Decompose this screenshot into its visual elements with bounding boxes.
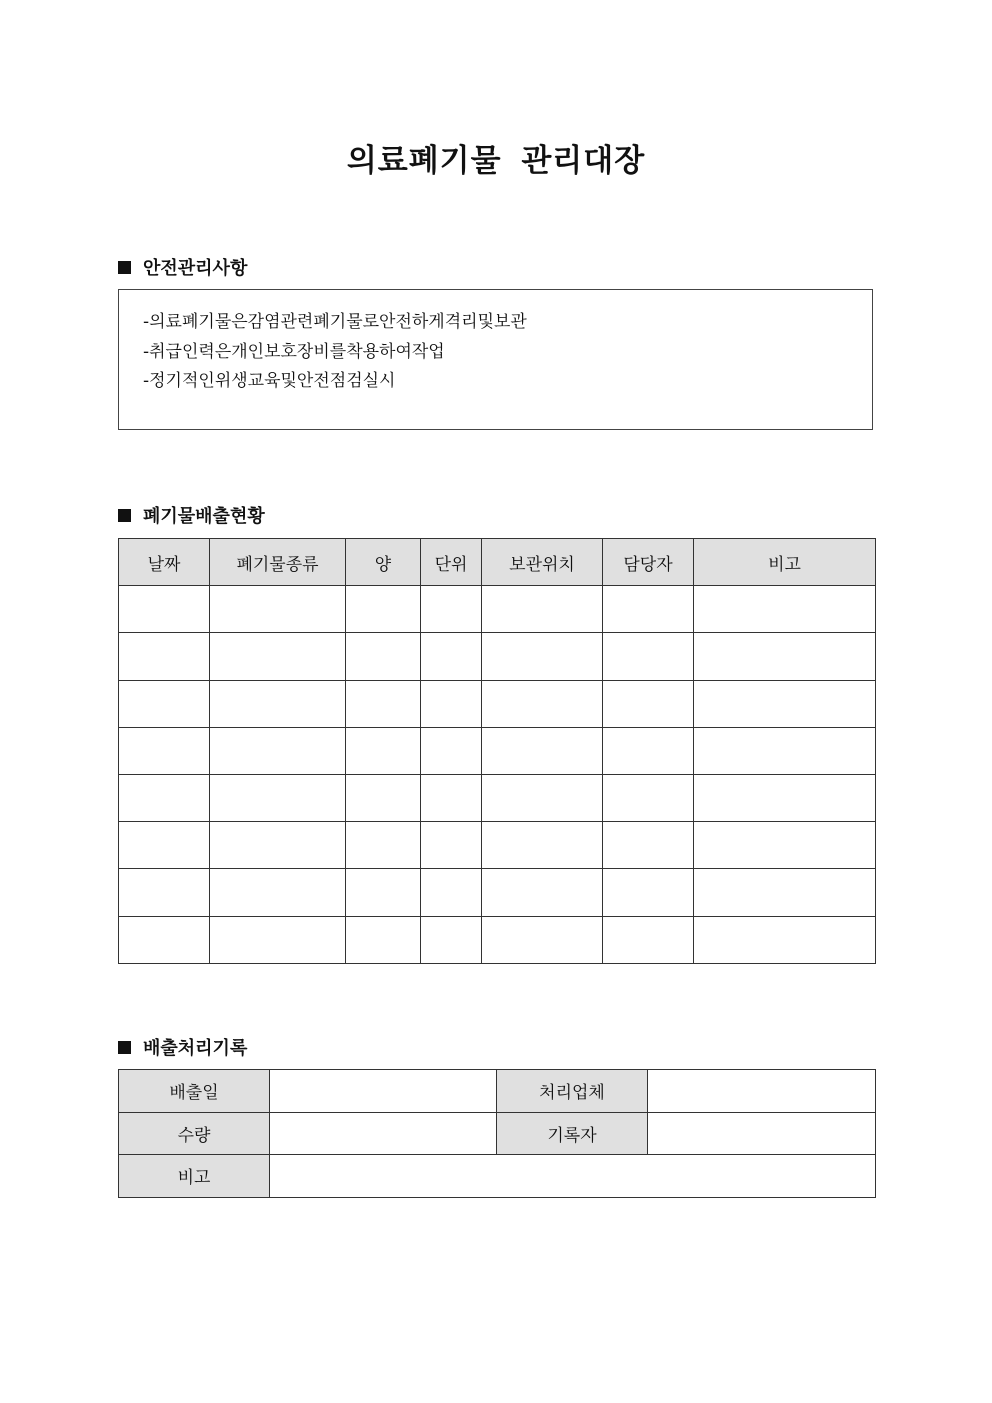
- table-row: [119, 774, 876, 821]
- processor-label: 처리업체: [497, 1070, 648, 1113]
- column-header-date: 날짜: [119, 539, 210, 586]
- waste-discharge-table: [118, 538, 876, 964]
- table-cell[interactable]: [119, 869, 210, 916]
- table-cell[interactable]: [210, 727, 346, 774]
- table-cell[interactable]: [603, 822, 694, 869]
- table-cell[interactable]: [694, 869, 876, 916]
- table-cell[interactable]: [210, 774, 346, 821]
- discharge-status-heading-label: 폐기물배출현황: [143, 506, 265, 527]
- table-cell[interactable]: [346, 633, 421, 680]
- table-cell[interactable]: [119, 680, 210, 727]
- safety-note-item: -취급인력은개인보호장비를착용하여작업: [143, 341, 445, 362]
- table-cell[interactable]: [482, 727, 603, 774]
- table-cell[interactable]: [119, 633, 210, 680]
- quantity-label: 수량: [119, 1112, 270, 1155]
- table-cell[interactable]: [210, 869, 346, 916]
- table-cell[interactable]: [346, 586, 421, 633]
- table-row: [119, 586, 876, 633]
- table-cell[interactable]: [603, 680, 694, 727]
- table-cell[interactable]: [346, 869, 421, 916]
- table-cell[interactable]: [603, 633, 694, 680]
- table-cell[interactable]: [482, 586, 603, 633]
- table-cell[interactable]: [119, 586, 210, 633]
- table-cell[interactable]: [694, 822, 876, 869]
- table-row: [119, 727, 876, 774]
- discharge-date-field[interactable]: [270, 1070, 497, 1113]
- remarks-label: 비고: [119, 1155, 270, 1198]
- table-cell[interactable]: [346, 680, 421, 727]
- column-header-remarks: 비고: [694, 539, 876, 586]
- square-bullet-icon: [118, 261, 131, 274]
- table-cell[interactable]: [421, 916, 482, 963]
- table-cell[interactable]: [421, 633, 482, 680]
- table-cell[interactable]: [603, 774, 694, 821]
- table-row: [119, 869, 876, 916]
- table-row: [119, 822, 876, 869]
- recorder-field[interactable]: [648, 1112, 876, 1155]
- table-cell[interactable]: [119, 774, 210, 821]
- column-header-manager: 담당자: [603, 539, 694, 586]
- table-row: [119, 680, 876, 727]
- table-cell[interactable]: [346, 822, 421, 869]
- table-cell[interactable]: [421, 586, 482, 633]
- table-cell[interactable]: [603, 916, 694, 963]
- waste-table-body: [119, 586, 876, 964]
- table-cell[interactable]: [210, 822, 346, 869]
- table-cell[interactable]: [421, 680, 482, 727]
- table-cell[interactable]: [210, 586, 346, 633]
- discharge-status-section-heading: [118, 502, 265, 528]
- table-cell[interactable]: [210, 633, 346, 680]
- recorder-label: 기록자: [497, 1112, 648, 1155]
- safety-note-item: -의료폐기물은감염관련폐기물로안전하게격리및보관: [143, 312, 527, 332]
- table-cell[interactable]: [119, 916, 210, 963]
- table-cell[interactable]: [210, 680, 346, 727]
- table-cell[interactable]: [482, 916, 603, 963]
- discharge-record-table: [118, 1069, 876, 1198]
- table-cell[interactable]: [694, 774, 876, 821]
- safety-heading-label: 안전관리사항: [143, 258, 248, 279]
- table-cell[interactable]: [421, 869, 482, 916]
- remarks-field[interactable]: [270, 1155, 876, 1198]
- quantity-field[interactable]: [270, 1112, 497, 1155]
- square-bullet-icon: [118, 509, 131, 522]
- table-cell[interactable]: [346, 774, 421, 821]
- table-cell[interactable]: [346, 727, 421, 774]
- table-cell[interactable]: [421, 774, 482, 821]
- discharge-record-heading-label: 배출처리기록: [143, 1038, 248, 1059]
- safety-notes-box: [118, 289, 873, 430]
- table-cell[interactable]: [421, 822, 482, 869]
- discharge-date-label: 배출일: [119, 1070, 270, 1113]
- table-cell[interactable]: [482, 869, 603, 916]
- table-cell[interactable]: [482, 680, 603, 727]
- column-header-waste-type: 폐기물종류: [210, 539, 346, 586]
- table-cell[interactable]: [421, 727, 482, 774]
- table-cell[interactable]: [694, 586, 876, 633]
- column-header-amount: 양: [346, 539, 421, 586]
- document-title: 의료폐기물 관리대장: [346, 143, 646, 179]
- table-cell[interactable]: [482, 774, 603, 821]
- table-cell[interactable]: [119, 727, 210, 774]
- table-cell[interactable]: [603, 869, 694, 916]
- processor-field[interactable]: [648, 1070, 876, 1113]
- discharge-record-section-heading: [118, 1034, 247, 1060]
- table-cell[interactable]: [694, 916, 876, 963]
- table-cell[interactable]: [694, 633, 876, 680]
- table-cell[interactable]: [603, 586, 694, 633]
- table-cell[interactable]: [694, 727, 876, 774]
- column-header-storage-location: 보관위치: [482, 539, 603, 586]
- column-header-unit: 단위: [421, 539, 482, 586]
- safety-note-item: -정기적인위생교육및안전점검실시: [143, 371, 396, 391]
- table-cell[interactable]: [603, 727, 694, 774]
- table-cell[interactable]: [694, 680, 876, 727]
- table-row: [119, 916, 876, 963]
- table-cell[interactable]: [346, 916, 421, 963]
- table-cell[interactable]: [482, 633, 603, 680]
- table-cell[interactable]: [482, 822, 603, 869]
- table-row: [119, 633, 876, 680]
- square-bullet-icon: [118, 1041, 131, 1054]
- table-cell[interactable]: [119, 822, 210, 869]
- table-cell[interactable]: [210, 916, 346, 963]
- safety-section-heading: [118, 254, 247, 280]
